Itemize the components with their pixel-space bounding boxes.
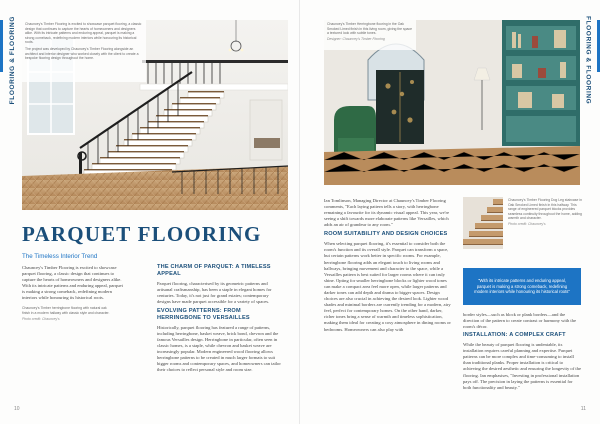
living-room-photo — [324, 20, 580, 185]
stair-detail-caption — [508, 198, 582, 227]
living-room-caption — [327, 22, 413, 42]
floor-photo-caption — [22, 306, 114, 321]
floor-photo-caption-credit: Photo credit: Chauncey's — [22, 316, 60, 321]
left-section-tab-label: FLOORING & FLOORING — [8, 15, 16, 105]
section-body-timeless-appeal: Parquet flooring, characterised by its geometric patterns and artisanal craftsmanship, has been a staple in elegant homes for centuries. Today, it's not just for grand estates; contemporary designs have made parquet accessible for a variety of spaces. — [157, 280, 272, 304]
living-room-illustration — [324, 20, 580, 185]
intro-column — [22, 265, 126, 304]
staircase-caption-line-1: Chauncey's Timber Flooring is excited to showcase parquet flooring, a classic design that continues to capture the hearts of homeowners and designers alike. With its intricate patterns and enduring appeal, parquet is making a strong comeback, redefining modern interiors while honouring its historical roots. — [25, 22, 142, 45]
managing-director-quote: Ian Tomlinson, Managing Director at Chauncey's Timber Flooring comments, "Each laying pattern tells a story, with herringbone remaining a favourite for its dynamic visual appeal. This year, we're seeing a shift towards more elaborate patterns like Versailles, which adds an air of grandeur to any room." — [324, 198, 450, 228]
right-column-1 — [324, 198, 452, 335]
right-section-tab-label: FLOORING & FLOORING — [584, 15, 592, 105]
section-body-installation: While the beauty of parquet flooring is undeniable, its installation requires careful planning and expertise. Parquet patterns can be more complex and time-consuming to install than traditional planks. Proper installation is critical to achieving the desired aesthetic and ensuring the longevity of the flooring. Ian emphasises, "Investing in professional installation pays off. The precision in laying the patterns is essential for both functionality and beauty." — [463, 342, 581, 390]
section-heading-room-suitability: ROOM SUITABILITY AND DESIGN CHOICES — [324, 231, 448, 238]
right-column-2 — [463, 312, 581, 393]
intro-paragraph: Chauncey's Timber Flooring is excited to showcase parquet flooring, a classic design that continues to capture the hearts of homeowners and designers alike. With its intricate patterns and enduring appeal, parquet is making a strong comeback, redefining modern interiors while honouring its historical roots. — [22, 265, 123, 301]
stair-detail-caption-text: Chauncey's Timber Flooring Dog Leg staircase in Oak Smoked Limed finish in this hallway. This range of engineered parquet blocks provides seamless continuity throughout the home, adding warmth and character. — [508, 198, 582, 221]
pull-quote-box — [463, 268, 581, 305]
left-accent-bar — [0, 20, 3, 72]
section-body-evolving-patterns: Historically, parquet flooring has featured a range of patterns, including herringbone, basket weave, brick bond, chevron and the famous Versailles design. Herringbone in particular, often seen in classic homes, is a staple, while chevron and basket weave are increasingly popular. Modern engineered wood flooring allows herringbone patterns to be created in much larger formats to suit bigger rooms and contemporary spaces, and homeowners can tailor their choices to reflect personal style and room size. — [157, 324, 281, 373]
article-subtitle: The Timeless Interior Trend — [22, 253, 98, 260]
article-title: PARQUET FLOORING — [22, 222, 262, 246]
section-heading-installation: INSTALLATION: A COMPLEX CRAFT — [463, 332, 566, 339]
right-page-number: 11 — [580, 406, 586, 412]
stair-detail-illustration — [463, 197, 503, 249]
stair-detail-caption-credit: Photo credit: Chauncey's — [508, 222, 546, 227]
living-room-caption-text: Chauncey's Timber Herringbone flooring in the Oak Smoked Limed finish in this living room, giving the space a textured look with subtle tones. — [327, 22, 412, 36]
section-heading-evolving-patterns: EVOLVING PATTERNS: FROM HERRINGBONE TO VERSAILLES — [157, 307, 250, 321]
pull-quote-text: "With its intricate patterns and enduring appeal, parquet is making a strong comeback, redefining modern interiors while honouring its historical roots" — [474, 278, 570, 295]
section-heading-timeless-appeal: THE CHARM OF PARQUET: A TIMELESS APPEAL — [157, 264, 271, 277]
left-section-tab — [6, 15, 18, 105]
floor-photo-caption-text: Chauncey's Timber herringbone flooring with natural oak finish in a modern hallway with classic style and character. — [22, 306, 110, 315]
staircase-caption — [25, 22, 143, 61]
living-room-caption-credit: Designer: Chauncey's Timber Flooring — [327, 37, 385, 42]
stair-detail-photo — [463, 197, 503, 249]
continuation-paragraph: border styles—such as block or plank borders—and the direction of the pattern to create contrast or harmony with the room's décor. — [463, 312, 577, 330]
left-page-number: 10 — [14, 406, 20, 412]
section-body-room-suitability: When selecting parquet flooring, it's essential to consider both the room's function and its overall style. Parquet can transform a space, but certain patterns work better in specific rooms. For example, herringbone flooring adds an elegant touch to living rooms and hallways, bringing movement and character to the space, while a Versailles pattern is best suited for larger rooms where it can truly shine. Opting for smaller herringbone blocks or lighter wood tones can make a compact area feel more open, while larger patterns and darker tones can add depth and drama to bigger spaces. Design choices are also crucial in achieving the desired look. Lighter wood shades and minimal borders are currently trending for a modern, airy feel, perfect for contemporary homes. On the other hand, darker, richer tones bring a sense of warmth and timeless sophistication, making them ideal for creating a cosy atmosphere in dining rooms or bedrooms. Homeowners can also play with — [324, 241, 451, 332]
main-column — [157, 264, 282, 375]
staircase-caption-line-2: The project was developed by Chauncey's Timber Flooring alongside an architect and interior designer who worked closely with the client to create a bespoke flooring design throughout the home. — [25, 46, 139, 61]
right-section-tab — [582, 15, 594, 105]
